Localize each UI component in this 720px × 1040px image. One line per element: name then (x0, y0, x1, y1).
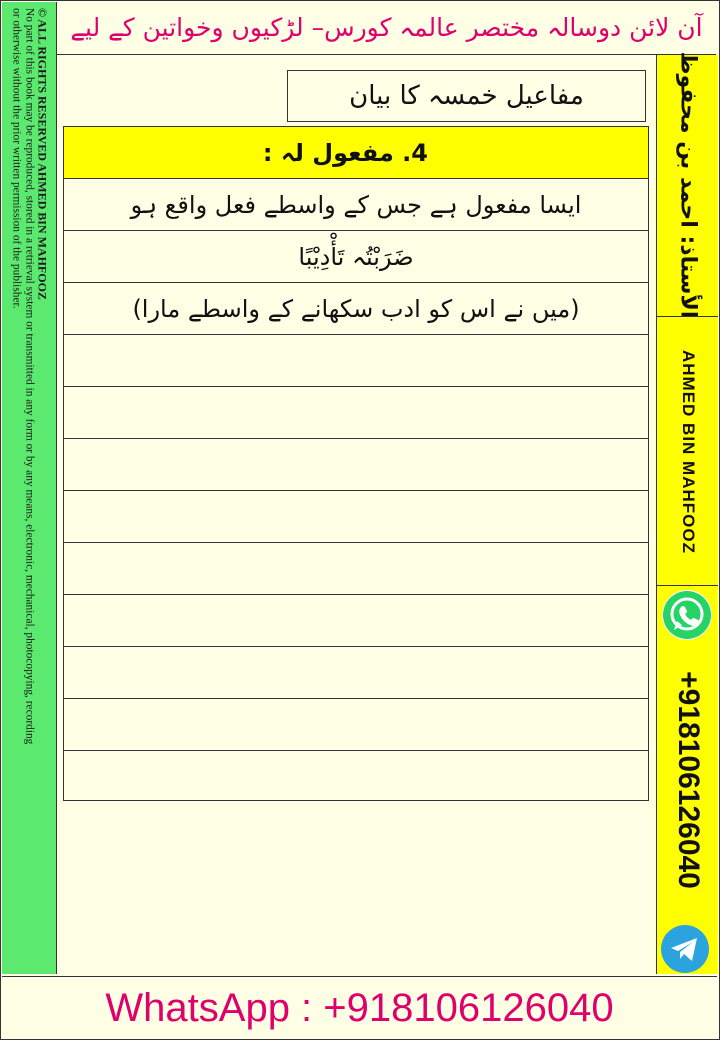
blank-line (64, 543, 648, 595)
teacher-urdu-block (657, 51, 718, 319)
definition-text: ایسا مفعول ہے جس کے واسطے فعل واقع ہو (130, 190, 582, 219)
lesson-title-box (287, 70, 646, 122)
blank-line (64, 491, 648, 543)
copyright-strip (2, 2, 57, 974)
sidebar-divider (657, 585, 718, 586)
blank-line (64, 647, 648, 699)
section-heading: 4. مفعول لہ : (262, 138, 428, 167)
teacher-english-block (657, 317, 718, 587)
footer-whatsapp[interactable]: WhatsApp : +918106126040 (105, 985, 614, 1030)
telegram-icon[interactable] (660, 924, 710, 974)
definition-row (64, 179, 648, 231)
whatsapp-icon[interactable] (662, 590, 712, 640)
phone-block (657, 645, 718, 915)
header-band (57, 0, 716, 55)
footer-band (2, 976, 717, 1039)
course-title: آن لائن دوسالہ مختصر عالمہ کورس– لڑکیوں وخواتین کے لیے (70, 12, 703, 42)
teacher-urdu-name: الأستاذ: احمد بن محفوظ (675, 51, 700, 319)
blank-line (64, 387, 648, 439)
lined-area (63, 126, 649, 801)
phone-number: +918106126040 (671, 671, 705, 889)
example-arabic: ضَرَبْتُہ تَأْدِيْبًا (298, 242, 414, 271)
teacher-sidebar (656, 51, 718, 974)
teacher-english-name: AHMED BIN MAHFOOZ (678, 350, 698, 554)
translation-row (64, 283, 648, 335)
blank-line (64, 699, 648, 751)
lesson-title: مفاعیل خمسہ کا بیان (349, 81, 584, 111)
example-translation: (میں نے اس کو ادب سکھانے کے واسطے مارا) (132, 294, 580, 323)
blank-line (64, 751, 648, 799)
example-row (64, 231, 648, 283)
blank-line (64, 595, 648, 647)
section-heading-row (64, 127, 648, 179)
blank-line (64, 439, 648, 491)
copyright-line-3: or otherwise without the prior written permission of the publisher. (10, 8, 23, 309)
copyright-line-2: No part of this book may be reproduced, stored in a retrieval system or transmitted in any form or by any means, electronic, mechanical, photocopying, recording (23, 8, 36, 745)
copyright-line-1: © ALL RIGHTS RESERVED AHMED BIN MAHFOOZ (35, 8, 50, 300)
blank-line (64, 335, 648, 387)
